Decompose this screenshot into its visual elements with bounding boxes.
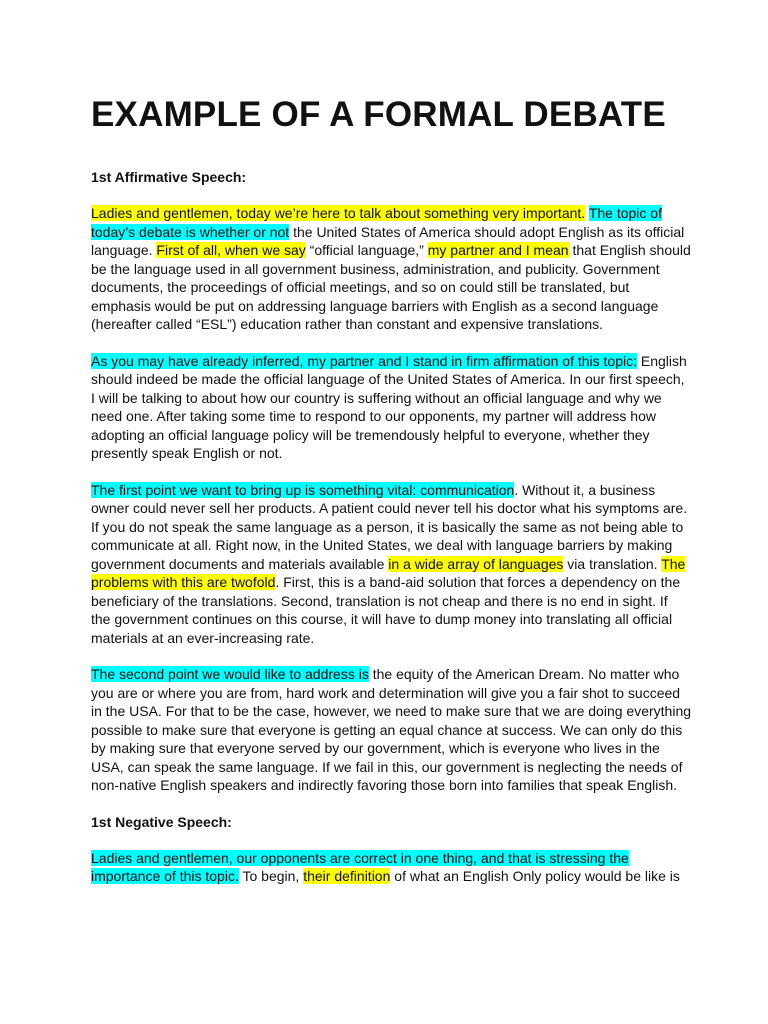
paragraph bbox=[91, 352, 691, 463]
highlighted-text-cyan: The topic of today’s debate is whether or not bbox=[91, 205, 662, 240]
body-text: the equity of the American Dream. No matter who you are or where you are from, hard work and determination will give you a fair shot to succeed in the USA. For that to be the case, however, we need to make sure that we are doing everything possible to make sure that everyone is getting an equal chance at success. We can only do this by making sure that everyone served by our government, which is everyone who lives in the USA, can speak the same language. If we fail in this, our government is neglecting the needs of non-native English speakers and indirectly favoring those born into families that speak English. bbox=[91, 666, 692, 793]
highlighted-text-yellow: their definition bbox=[303, 868, 391, 884]
highlighted-text-yellow: First of all, when we say bbox=[156, 242, 306, 258]
paragraph bbox=[91, 481, 691, 648]
body-text: via translation. bbox=[563, 555, 662, 572]
highlighted-text-yellow: in a wide array of languages bbox=[388, 555, 564, 572]
highlighted-text-cyan: Ladies and gentlemen, our opponents are correct in one thing, and that is stressing the importance of this topic. bbox=[91, 849, 629, 884]
highlighted-text-cyan: As you may have already inferred, my partner and I stand in firm affirmation of this topic: bbox=[91, 352, 637, 369]
highlighted-text-cyan: The second point we would like to address is bbox=[91, 666, 369, 682]
sections-container bbox=[91, 168, 691, 886]
document-body bbox=[91, 88, 691, 904]
paragraph bbox=[91, 665, 691, 795]
highlighted-text-yellow: The problems with this are twofold bbox=[91, 555, 686, 590]
body-text: English should indeed be made the official language of the United States of America. In our first speech, I will be talking to about how our country is suffering without an official language and why we need one. After taking some time to respond to our opponents, my partner will address how adopting an official language policy will be tremendously helpful to everyone, whether they presently speak English or not. bbox=[91, 352, 687, 461]
body-text: that English should be the language used in all government business, administration, and publicity. Government documents, the proceedings of official meetings, and so on could still be translated, but emphasis would be put on addressing language barriers with English as a second language (hereafter called “ESL”) education rather than constant and expensive translations. bbox=[91, 242, 691, 332]
body-text: the United States of America should adopt English as its official language. bbox=[91, 223, 685, 258]
paragraph bbox=[91, 204, 691, 334]
document-title: EXAMPLE OF A FORMAL DEBATE bbox=[91, 95, 666, 134]
highlighted-text-yellow: my partner and I mean bbox=[427, 242, 569, 258]
section-heading: 1st Negative Speech: bbox=[91, 813, 232, 830]
paragraph bbox=[91, 849, 691, 886]
highlighted-text-yellow: Ladies and gentlemen, today we’re here to talk about something very important. bbox=[91, 205, 586, 221]
body-text: of what an English Only policy would be like is bbox=[390, 868, 680, 884]
highlighted-text-cyan: The first point we want to bring up is something vital: communication bbox=[91, 481, 515, 498]
body-text: To begin, bbox=[238, 868, 304, 884]
body-text: “official language,” bbox=[305, 242, 428, 258]
body-text: . Without it, a business owner could never sell her products. A patient could never tell his doctor what his symptoms are. If you do not speak the same language as a person, it is basically the same as not being able to communicate at all. Right now, in the United States, we deal with language barriers by making government documents and materials available bbox=[91, 481, 688, 572]
body-text: . First, this is a band-aid solution that forces a dependency on the beneficiary of the translations. Second, translation is not cheap and there is no end in sight. If the government continues on this course, it will have to dump money into translating all official materials at an ever-increasing rate. bbox=[91, 574, 681, 646]
section-heading: 1st Affirmative Speech: bbox=[91, 169, 247, 185]
